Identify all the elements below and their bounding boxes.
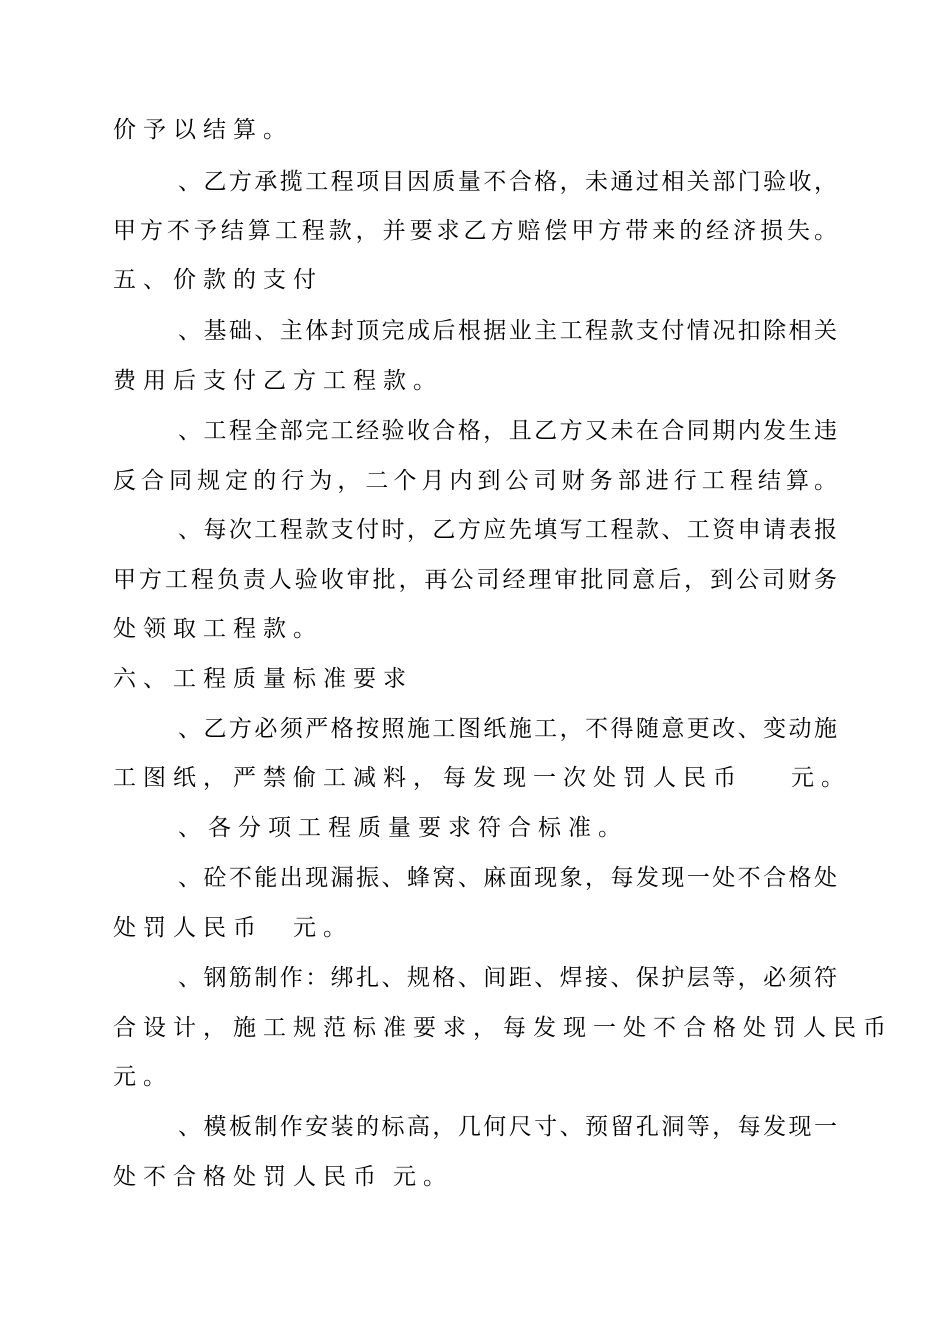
text-line: 价予以结算。 bbox=[113, 117, 293, 143]
text-line: 、工程全部完工经验收合格，且乙方又未在合同期内发生违 bbox=[178, 418, 837, 444]
text-line: 、基础、主体封顶完成后根据业主工程款支付情况扣除相关 bbox=[178, 318, 837, 344]
text-line: 费用后支付乙方工程款。 bbox=[113, 368, 443, 394]
text-line: 处不合格处罚人民币 bbox=[113, 1164, 383, 1190]
text-line: 反合同规定的行为，二个月内到公司财务部进行工程结算。 bbox=[113, 468, 837, 494]
text-line: 处领取工程款。 bbox=[113, 616, 323, 642]
text-line: 、砼不能出现漏振、蜂窝、麻面现象，每发现一处不合格处 bbox=[178, 865, 837, 891]
text-line: 工图纸，严禁偷工减料，每发现一次处罚人民币 bbox=[113, 765, 743, 791]
text-line: 元。 bbox=[393, 1164, 453, 1190]
text-line: 、模板制作安装的标高，几何尺寸、预留孔洞等，每发现一 bbox=[178, 1114, 837, 1140]
text-line: 、乙方承揽工程项目因质量不合格，未通过相关部门验收， bbox=[178, 169, 837, 195]
text-line: 元。 bbox=[293, 915, 353, 941]
section-heading: 五、价款的支付 bbox=[113, 267, 323, 293]
text-line: 甲方不予结算工程款，并要求乙方赔偿甲方带来的经济损失。 bbox=[113, 218, 837, 244]
text-line: 元。 bbox=[113, 1064, 173, 1090]
text-line: 甲方工程负责人验收审批，再公司经理审批同意后，到公司财务 bbox=[113, 567, 837, 593]
text-line: 、乙方必须严格按照施工图纸施工，不得随意更改、变动施 bbox=[178, 716, 837, 742]
text-line: 元。 bbox=[791, 765, 851, 791]
text-line: 、各分项工程质量要求符合标准。 bbox=[178, 815, 628, 841]
text-line: 、每次工程款支付时，乙方应先填写工程款、工资申请表报 bbox=[178, 517, 837, 543]
text-line: 、钢筋制作：绑扎、规格、间距、焊接、保护层等，必须符 bbox=[178, 965, 837, 991]
text-line: 处罚人民币 bbox=[113, 915, 263, 941]
section-heading: 六、工程质量标准要求 bbox=[113, 666, 413, 692]
text-line: 合设计，施工规范标准要求，每发现一处不合格处罚人民币 bbox=[113, 1015, 893, 1041]
